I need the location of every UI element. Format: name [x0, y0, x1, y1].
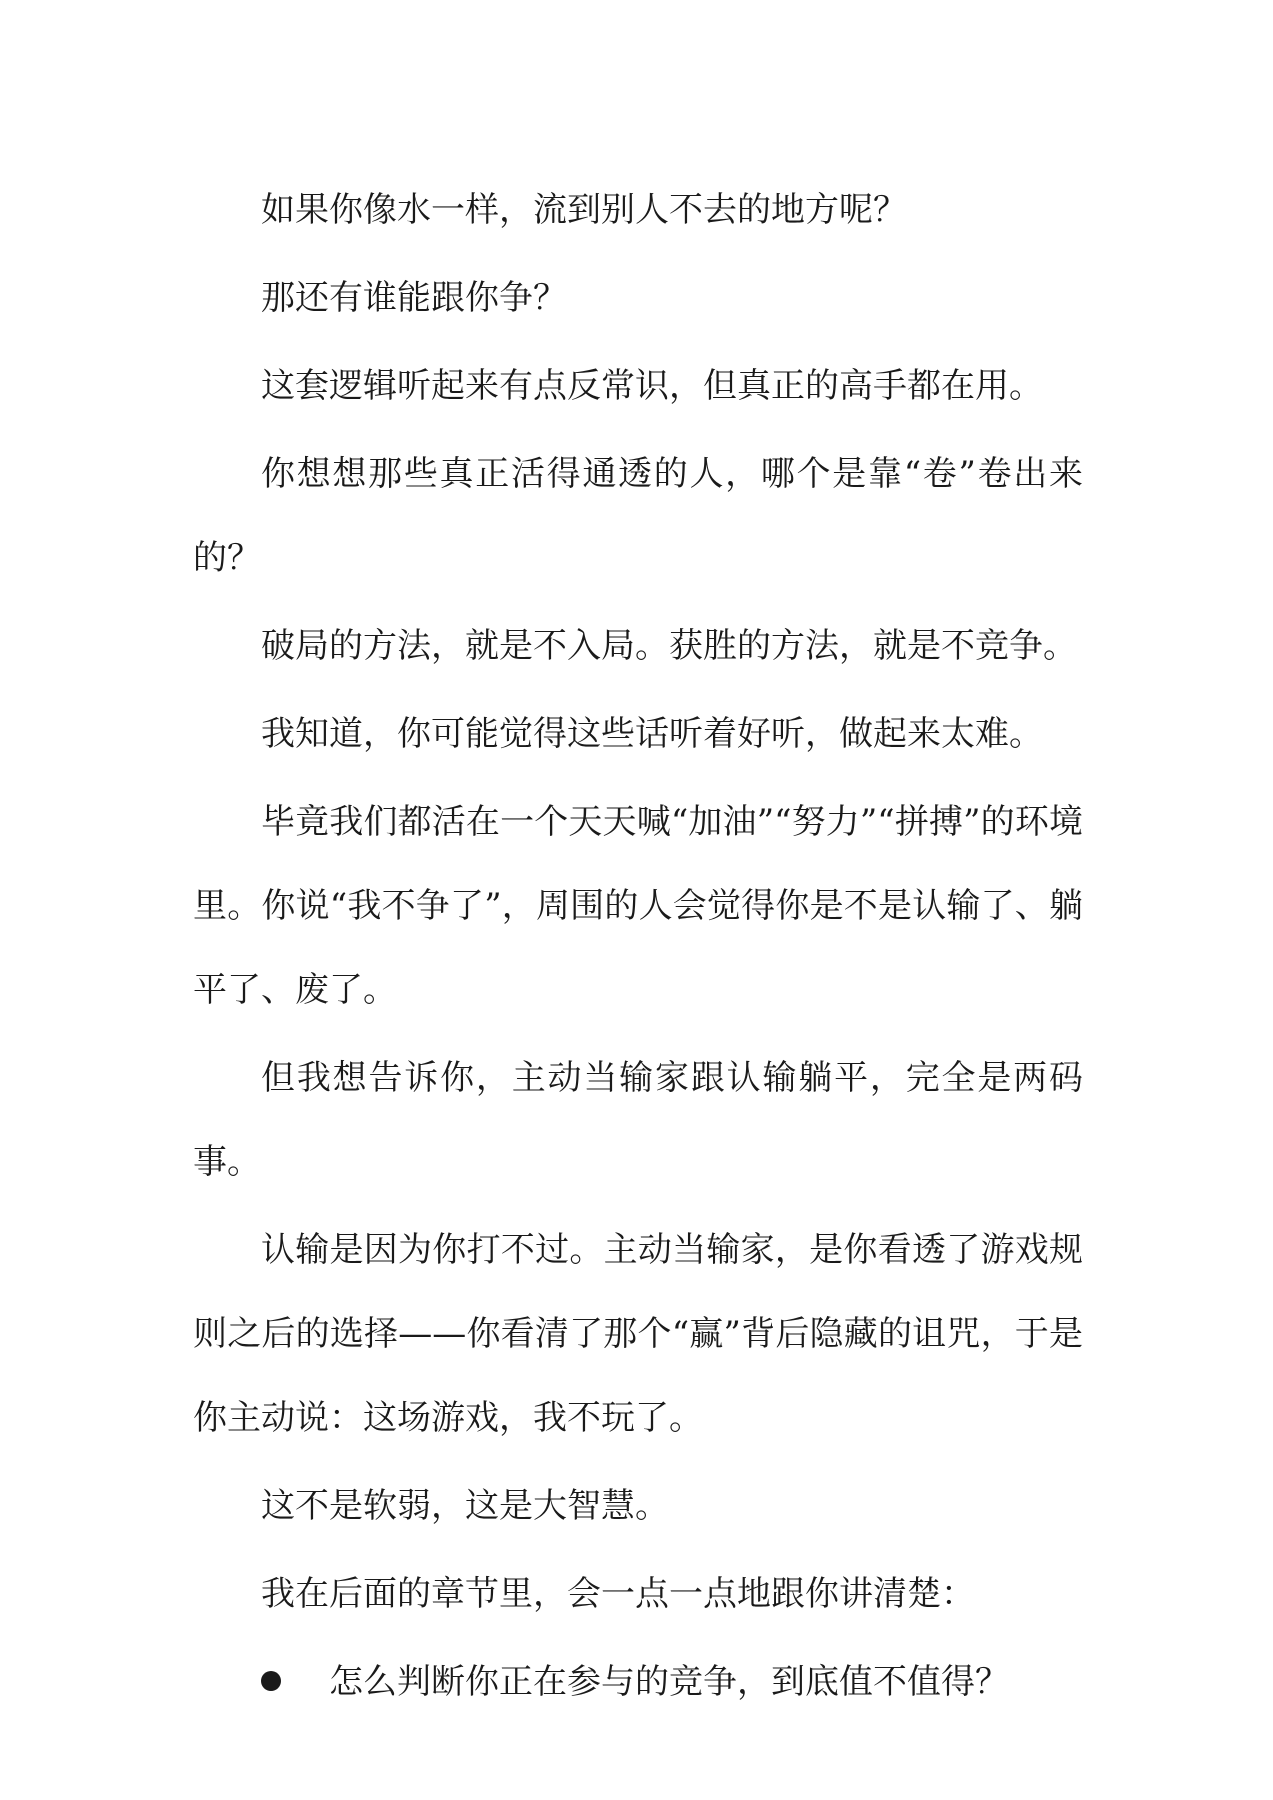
paragraph: 这套逻辑听起来有点反常识，但真正的高手都在用。: [261, 366, 1043, 406]
paragraph: 如果你像水一样，流到别人不去的地方呢？: [261, 190, 907, 230]
paragraph: 我在后面的章节里，会一点一点地跟你讲清楚：: [261, 1574, 975, 1614]
paragraph: 这不是软弱，这是大智慧。: [261, 1486, 669, 1526]
paragraph: 破局的方法，就是不入局。获胜的方法，就是不竞争。: [261, 626, 1077, 666]
paragraph: 那还有谁能跟你争？: [261, 278, 567, 318]
paragraph: 但我想告诉你，主动当输家跟认输躺平，完全是两码事。: [193, 1058, 1083, 1182]
document-body: [193, 168, 1083, 1724]
paragraph: 认输是因为你打不过。主动当输家，是你看透了游戏规则之后的选择——你看清了那个“赢”背后隐藏的诅咒，于是你主动说：这场游戏，我不玩了。: [193, 1230, 1083, 1438]
bullet-text: 怎么判断你正在参与的竞争，到底值不值得？: [329, 1662, 1009, 1702]
bullet-list-item: [193, 1640, 1083, 1724]
paragraph: 你想想那些真正活得通透的人，哪个是靠“卷”卷出来的？: [193, 454, 1083, 578]
paragraph: 毕竟我们都活在一个天天喊“加油”“努力”“拼搏”的环境里。你说“我不争了”，周围的人会觉得你是不是认输了、躺平了、废了。: [193, 802, 1083, 1010]
bullet-dot-icon: [261, 1671, 281, 1691]
paragraph: 我知道，你可能觉得这些话听着好听，做起来太难。: [261, 714, 1043, 754]
